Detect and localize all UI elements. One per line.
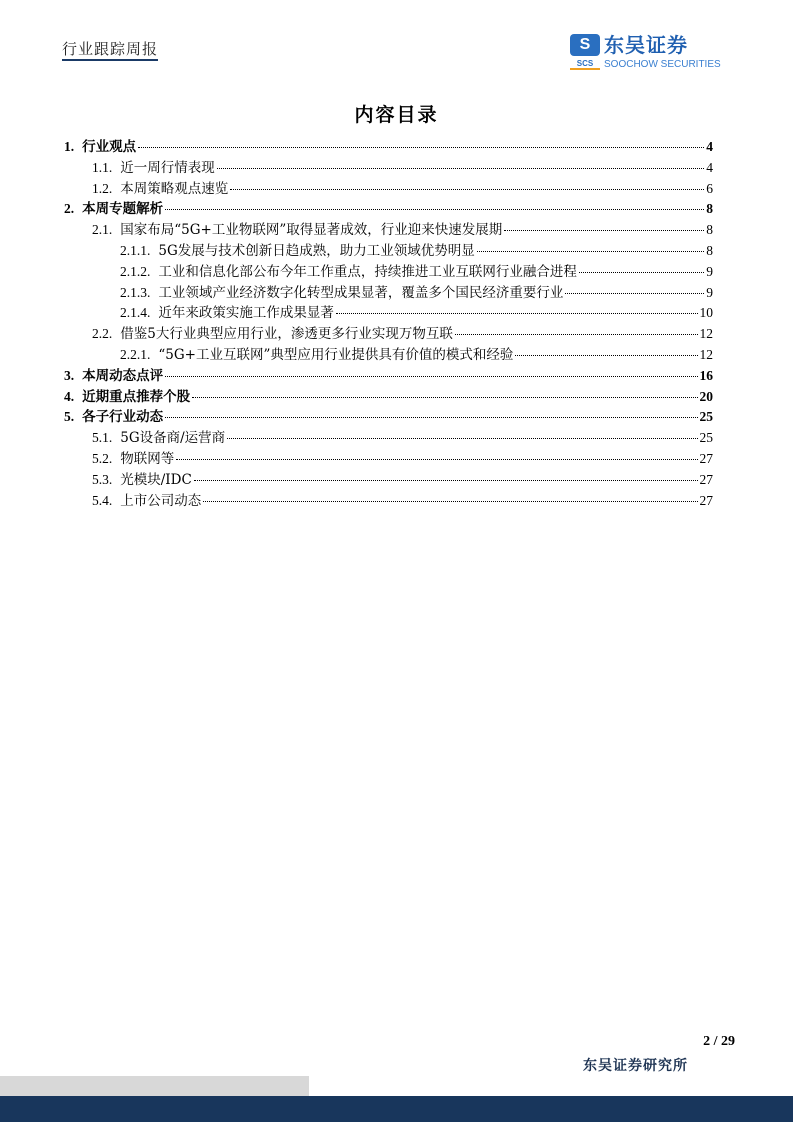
dot-leader <box>138 147 704 148</box>
toc-entry-number: 1.1. <box>92 159 113 175</box>
footer-grey-band <box>0 1076 309 1098</box>
toc-entry[interactable] <box>64 220 713 241</box>
toc-entry-number: 1. <box>64 139 75 154</box>
dot-leader <box>192 397 697 398</box>
toc-entry[interactable] <box>64 345 713 366</box>
toc-entry[interactable] <box>64 387 713 408</box>
toc-entry-number: 5.2. <box>92 450 113 466</box>
toc-entry[interactable] <box>64 470 713 491</box>
toc-entry-number: 5.1. <box>92 430 113 446</box>
toc-entry-label: 工业和信息化部公布今年工作重点，持续推进工业互联网行业融合进程 <box>158 263 577 280</box>
toc-entry[interactable] <box>64 179 713 200</box>
toc-entry-number: 5.4. <box>92 492 113 508</box>
toc-entry[interactable] <box>64 324 713 345</box>
toc-entry[interactable] <box>64 262 713 283</box>
company-logo <box>570 34 740 72</box>
toc-entry-number: 2. <box>64 201 75 217</box>
toc-entry-page: 16 <box>699 367 713 383</box>
toc-entry-label: 本周策略观点速览 <box>120 180 229 197</box>
toc-entry-label: 借鉴5大行业典型应用行业，渗透更多行业实现万物互联 <box>120 326 453 343</box>
toc-entry-label: 上市公司动态 <box>120 492 202 509</box>
toc-entry-number: 2.1.1. <box>120 242 151 258</box>
toc-entry-label: 各子行业动态 <box>82 409 164 426</box>
logo-english-name: SOOCHOW SECURITIES <box>604 59 721 70</box>
toc-entry[interactable] <box>64 407 713 428</box>
dot-leader <box>565 293 704 294</box>
toc-entry-page: 27 <box>699 450 713 466</box>
dot-leader <box>504 230 704 231</box>
toc-title: 内容目录 <box>354 104 439 126</box>
footer-navy-band <box>0 1096 793 1122</box>
toc-entry-label: 光模块/IDC <box>120 471 192 488</box>
toc-entry-page: 8 <box>706 201 713 217</box>
dot-leader <box>217 168 705 169</box>
toc-entry[interactable] <box>64 491 713 512</box>
toc-entry-number: 2.1.3. <box>120 284 151 300</box>
logo-abbr: SCS <box>570 59 600 70</box>
toc-entry[interactable] <box>64 137 713 158</box>
toc-entry[interactable] <box>64 366 713 387</box>
dot-leader <box>165 376 697 377</box>
toc-entry-page: 4 <box>706 139 713 154</box>
toc-entry[interactable] <box>64 283 713 304</box>
institute-name: 东吴证券研究所 <box>583 1058 688 1074</box>
report-type-header: 行业跟踪周报 <box>62 40 158 61</box>
toc-entry-label: 近一周行情表现 <box>120 159 215 176</box>
dot-leader <box>477 251 705 252</box>
page-number: 2 / 29 <box>703 1034 735 1049</box>
toc-entry-number: 2.1.2. <box>120 263 151 279</box>
toc-entry[interactable] <box>64 199 713 220</box>
toc-entry-page: 12 <box>699 326 713 342</box>
toc-entry-page: 25 <box>699 430 713 446</box>
toc-entry[interactable] <box>64 303 713 324</box>
toc-entry-page: 20 <box>699 388 713 404</box>
toc-entry-label: 5G发展与技术创新日趋成熟，助力工业领域优势明显 <box>158 242 475 259</box>
toc-entry-page: 6 <box>706 180 713 196</box>
dot-leader <box>227 438 697 439</box>
toc-entry-page: 10 <box>699 305 713 321</box>
toc-entry-label: 近期重点推荐个股 <box>82 388 191 405</box>
toc-entry-page: 27 <box>699 492 713 508</box>
toc-entry-label: 5G设备商/运营商 <box>120 430 226 447</box>
dot-leader <box>165 209 704 210</box>
table-of-contents <box>64 137 713 511</box>
toc-entry-page: 8 <box>706 222 713 238</box>
toc-entry-label: 本周动态点评 <box>82 367 164 384</box>
dot-leader <box>515 355 697 356</box>
toc-entry[interactable] <box>64 449 713 470</box>
toc-entry-label: 本周专题解析 <box>82 201 164 218</box>
toc-entry-page: 8 <box>706 242 713 258</box>
toc-entry-number: 2.2.1. <box>120 346 151 362</box>
toc-entry-label: 国家布局“5G+工业物联网”取得显著成效，行业迎来快速发展期 <box>120 222 503 239</box>
toc-entry-number: 5. <box>64 409 75 425</box>
toc-entry-page: 27 <box>699 471 713 487</box>
toc-entry-number: 1.2. <box>92 180 113 196</box>
toc-entry[interactable] <box>64 428 713 449</box>
toc-entry-number: 2.1. <box>92 222 113 238</box>
toc-entry-page: 25 <box>699 409 713 425</box>
logo-mark-icon: S <box>570 34 600 56</box>
toc-entry-label: 物联网等 <box>120 450 175 467</box>
dot-leader <box>165 417 697 418</box>
toc-entry-page: 4 <box>706 159 713 175</box>
toc-entry-number: 4. <box>64 388 75 404</box>
dot-leader <box>455 334 698 335</box>
toc-entry-label: 工业领域产业经济数字化转型成果显著，覆盖多个国民经济重要行业 <box>158 284 564 301</box>
toc-entry[interactable] <box>64 158 713 179</box>
dot-leader <box>176 459 697 460</box>
toc-entry[interactable] <box>64 241 713 262</box>
toc-entry-label: 行业观点 <box>82 139 137 155</box>
toc-entry-page: 9 <box>706 263 713 279</box>
toc-entry-page: 9 <box>706 284 713 300</box>
toc-entry-number: 2.2. <box>92 326 113 342</box>
toc-entry-number: 2.1.4. <box>120 305 151 321</box>
toc-entry-number: 3. <box>64 367 75 383</box>
dot-leader <box>230 189 704 190</box>
dot-leader <box>203 501 697 502</box>
dot-leader <box>579 272 704 273</box>
toc-entry-label: 近年来政策实施工作成果显著 <box>158 305 334 322</box>
dot-leader <box>336 313 698 314</box>
toc-entry-number: 5.3. <box>92 471 113 487</box>
dot-leader <box>194 480 698 481</box>
toc-entry-page: 12 <box>699 346 713 362</box>
logo-chinese-name: 东吴证券 <box>604 33 688 57</box>
toc-entry-label: “5G+工业互联网”典型应用行业提供具有价值的模式和经验 <box>158 346 514 363</box>
